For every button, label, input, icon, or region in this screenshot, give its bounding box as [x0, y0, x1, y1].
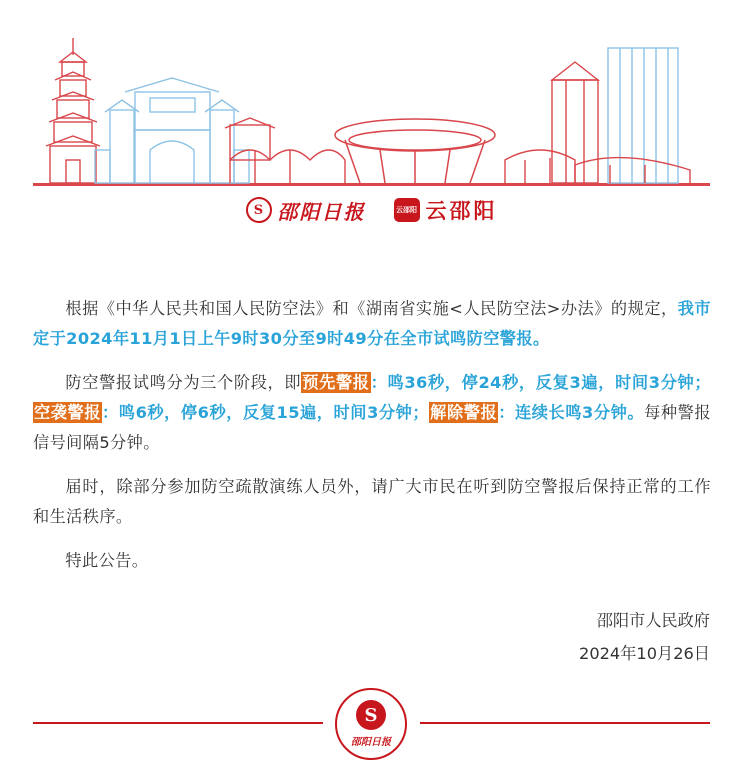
newspaper-name: 邵阳日报: [277, 199, 366, 224]
footer-seal: [335, 688, 407, 760]
footer-seal-icon: S: [356, 700, 386, 730]
air-raid-detail: ：鸣6秒，停6秒，反复15遍，时间3分钟；: [102, 403, 430, 422]
app-logo: [394, 195, 498, 225]
newspaper-seal-icon: S: [246, 197, 272, 223]
paragraph-stages: [33, 368, 711, 458]
interval-text: 每种警报信号间隔5分钟。: [33, 403, 712, 452]
newspaper-logo: [246, 196, 366, 225]
app-name: 云邵阳: [425, 199, 498, 223]
tag-air-raid: 空袭警报: [34, 403, 102, 422]
footer-seal-text: 邵阳日报: [351, 737, 391, 748]
brand-logos: [0, 190, 743, 230]
stages-intro: 防空警报试鸣分为三个阶段，即: [65, 373, 302, 392]
skyline-banner: [0, 0, 743, 240]
footer-divider-right: [420, 722, 710, 724]
pre-warning-detail: ：鸣36秒，停24秒，反复3遍，时间3分钟；: [370, 373, 711, 392]
footer-divider-left: [33, 722, 323, 724]
app-badge-icon: 云邵阳: [394, 198, 420, 222]
regulation-text: 根据《中华人民共和国人民防空法》和《湖南省实施<人民防空法>办法》的规定，: [65, 299, 678, 318]
tag-pre-warning: 预先警报: [302, 373, 370, 392]
paragraph-notice: 届时，除部分参加防空疏散演练人员外，请广大市民在听到防空警报后保持正常的工作和生活秩序。: [33, 477, 711, 526]
paragraph-closing: 特此公告。: [65, 551, 149, 570]
signature-date: 2024年10月26日: [579, 644, 710, 663]
paragraph-regulation: [33, 294, 711, 354]
announcement-body: [33, 294, 711, 590]
signature-org: 邵阳市人民政府: [596, 611, 710, 630]
all-clear-detail: ：连续长鸣3分钟。: [498, 403, 645, 422]
tag-all-clear: 解除警报: [430, 403, 498, 422]
footer: [0, 680, 743, 758]
test-time-highlight: 我市定于2024年11月1日上午9时30分至9时49分在全市试鸣防空警报。: [33, 299, 711, 348]
